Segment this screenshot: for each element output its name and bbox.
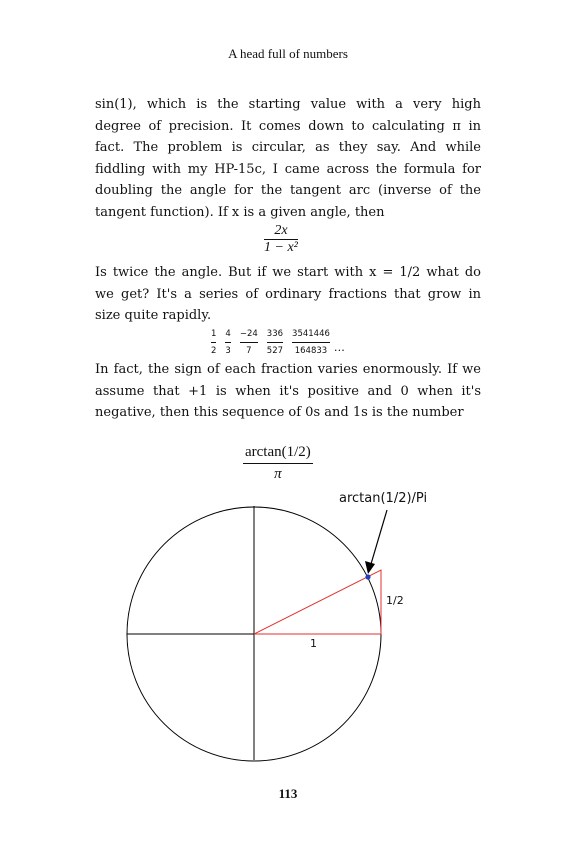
text-line: In fact, the sign of each fraction varies enormously. If we: [95, 362, 481, 377]
text-line: tangent function). If x is a given angle, then: [95, 204, 385, 220]
sequence-ellipsis: …: [333, 340, 345, 354]
arrow-shaft: [371, 510, 387, 564]
page-number: 113: [278, 786, 298, 801]
text-line: doubling the angle for the tangent arc (inverse of the: [95, 183, 481, 198]
text-line: sin(1), which is the starting value with a very high: [95, 97, 481, 112]
side-label-horizontal: 1: [310, 637, 317, 650]
text-line: Is twice the angle. But if we start with x = 1/2 what do: [95, 265, 481, 280]
sequence-numerator: 3541446: [292, 328, 330, 339]
sequence-numerator: 1: [211, 328, 217, 339]
text-line: assume that +1 is when it's positive and 0 when it's: [95, 383, 481, 399]
arrow-head-icon: [365, 561, 375, 574]
running-head: A head full of numbers: [228, 46, 348, 61]
formula-numerator: 2x: [274, 223, 288, 238]
text-line: degree of precision. It comes down to calculating π in: [95, 118, 481, 134]
intersection-point: [365, 574, 370, 579]
text-line: fact. The problem is circular, as they say. And while: [95, 140, 481, 155]
text-line: fiddling with my HP-15c, I came across the formula for: [95, 161, 481, 177]
sequence-numerator: 4: [225, 328, 231, 339]
red-triangle: [254, 570, 381, 634]
sequence-numerator: 336: [266, 328, 284, 339]
sequence-denominator: 7: [246, 345, 252, 356]
text-line: size quite rapidly.: [95, 308, 212, 323]
sequence-denominator: 527: [266, 345, 284, 356]
text-line: we get? It's a series of ordinary fractions that grow in: [95, 286, 481, 302]
formula-denominator: 1 − x²: [264, 240, 298, 255]
sequence-denominator: 2: [211, 345, 217, 356]
arrow-label: arctan(1/2)/Pi: [339, 491, 428, 506]
formula-denominator: π: [274, 466, 282, 482]
side-label-vertical: 1/2: [386, 594, 404, 607]
sequence-denominator: 3: [225, 345, 231, 356]
formula-numerator: arctan(1/2): [245, 444, 311, 460]
sequence-denominator: 164833: [294, 345, 328, 356]
text-line: negative, then this sequence of 0s and 1s is the number: [95, 405, 464, 420]
sequence-numerator: −24: [239, 328, 258, 339]
